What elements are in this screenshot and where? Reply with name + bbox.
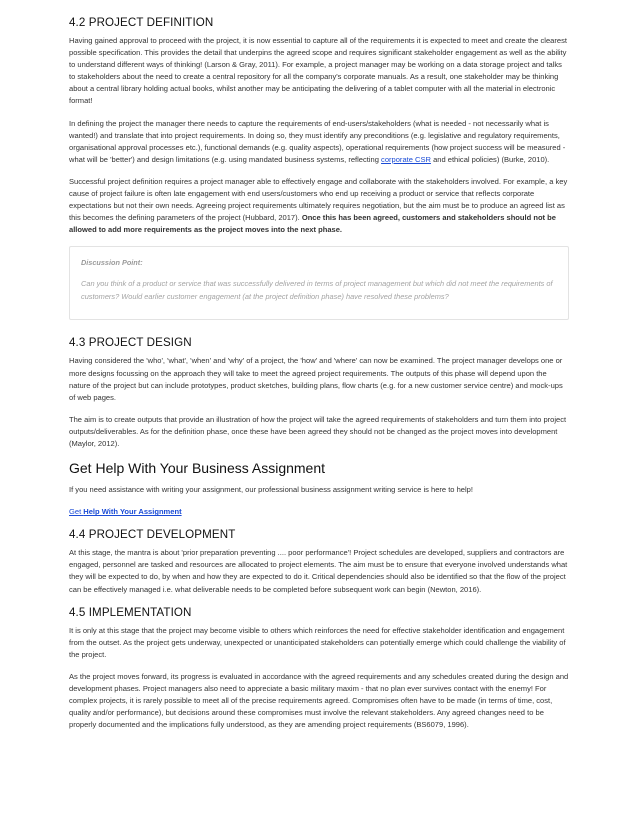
section-heading-4-4: 4.4 PROJECT DEVELOPMENT xyxy=(69,528,236,542)
paragraph-design-2: The aim is to create outputs that provide an illustration of how the project will take the agreed requirements of stakeholders and turn them into project outputs/deliverables. As for the definition phase, once these have been agreed they should not be changed as the project moves into development (Maylor, 2012). xyxy=(69,414,567,448)
section-heading-4-2: 4.2 PROJECT DEFINITION xyxy=(69,16,214,29)
section-project-development xyxy=(69,528,569,595)
link-text-plain: Get xyxy=(69,507,84,517)
link-text-bold: Help With Your Assignment xyxy=(83,507,182,517)
section-implementation xyxy=(69,606,569,732)
section-project-design xyxy=(69,336,569,450)
get-help-link[interactable] xyxy=(69,507,182,516)
paragraph-development-1: At this stage, the mantra is about 'prior preparation preventing .... poor performance'! Project schedules are developed, suppliers and contractors are engaged, personnel are tasked and resources are allocated to project elements. The aim must be to ensure that everyone involved understands what they will be expected to do, by when and how they are expected to do it. Critical dependencies should also be identified so that the flow of the project can be effectively managed i.e. what deliverable needs to be completed before subsequent work can begin (Newton, 2016). xyxy=(69,548,568,594)
help-description: If you need assistance with writing your assignment, our professional business assignment writing service is here to help! xyxy=(69,485,473,495)
help-promo-section xyxy=(69,460,569,518)
help-heading: Get Help With Your Business Assignment xyxy=(69,460,326,477)
emphasis-text: Once this has been agreed, customers and stakeholders should not be allowed to add more requirements as the project moves into the next phase. xyxy=(69,213,556,235)
discussion-point-box xyxy=(69,246,569,320)
help-link-paragraph xyxy=(69,506,569,518)
paragraph-implementation-2: As the project moves forward, its progress is evaluated in accordance with the agreed requirements and any schedules created during the design and development phases. Project managers also need to appreciate a basic military maxim - that no plan ever survives contact with the enemy! For complex projects, it is rarely possible to meet all of the precise requirements agreed. Compromises often have to be made (in terms of time, cost, quality and/or performance), but decisions around these compromises must involve the relevant stakeholders. Any agreed changes need to be properly documented and the implications fully understood, as they are amending project requirements (BS6079, 1996). xyxy=(69,671,569,730)
discussion-point-text: Can you think of a product or service that was successfully delivered in terms of project management but which did not meet the requirements of customers? Would earlier customer engagement (at the project definition phase) have resolved these problems? xyxy=(81,279,553,301)
paragraph-text: In defining the project the manager there needs to capture the requirements of end-users/stakeholders (what is needed - not necessarily what is wanted!) and translate that into project requirements. In doing so, they must identify any preconditions (e.g. legislative and regulatory requirements, organisational approval processes etc.), functional demands (e.g. quality aspects), operational requirements (how project success will be measured - what will be 'better') and design limitations (e.g. using mandated business systems, reflecting xyxy=(69,118,566,164)
paragraph-definition-3 xyxy=(69,176,569,236)
paragraph-implementation-1: It is only at this stage that the project may become visible to others which reinforces the need for effective stakeholder identification and engagement from the outset. As the project gets underway, unexpected or unanticipated stakeholders can potentially emerge which could challenge the viability of the project. xyxy=(69,625,566,659)
paragraph-design-1: Having considered the 'who', 'what', 'when' and 'why' of a project, the 'how' and 'where' can now be examined. The project manager develops one or more designs focussing on the approach they will take to meet the agreed project requirements. The outputs of this phase will depend upon the nature of the project but can include prototypes, product sketches, building plans, flow charts (e.g. for a new customer service centre) and mock-ups of web pages. xyxy=(69,356,563,402)
corporate-csr-link[interactable]: corporate CSR xyxy=(381,154,431,164)
section-project-definition xyxy=(69,16,569,236)
section-heading-4-3: 4.3 PROJECT DESIGN xyxy=(69,336,192,350)
paragraph-text: Successful project definition requires a project manager able to effectively engage and collaborate with the stakeholders involved. For example, a key cause of project failure is often late engagement with end users/customers who end up receiving a product or service that reflects corporate expectations but not their own needs. Agreeing project requirements ultimately requires negotiation, but the aim must be to produce an agreed list as this becomes the defining parameters of the project (Hubbard, 2017). xyxy=(69,176,568,223)
paragraph-definition-2 xyxy=(69,118,569,166)
paragraph-text: and ethical policies) (Burke, 2010). xyxy=(430,154,550,164)
discussion-point-label: Discussion Point: xyxy=(81,258,143,268)
section-heading-4-5: 4.5 IMPLEMENTATION xyxy=(69,605,192,619)
paragraph-definition-1: Having gained approval to proceed with the project, it is now essential to capture all of the requirements it is expected to meet and create the clearest possible specification. This provides the detail that underpins the agreed scope and requires significant stakeholder engagement as well as the ability to understand different ways of thinking! (Larson & Gray, 2011). For example, a project manager may be working on a data storage project and talks to stakeholders about the need to create a central repository for all the company's corporate manuals. As a result, one stakeholder may be thinking about a central library holding actual books, whilst another may be anticipating the delivering of a tablet computer with all the material in electronic format! xyxy=(69,36,567,106)
